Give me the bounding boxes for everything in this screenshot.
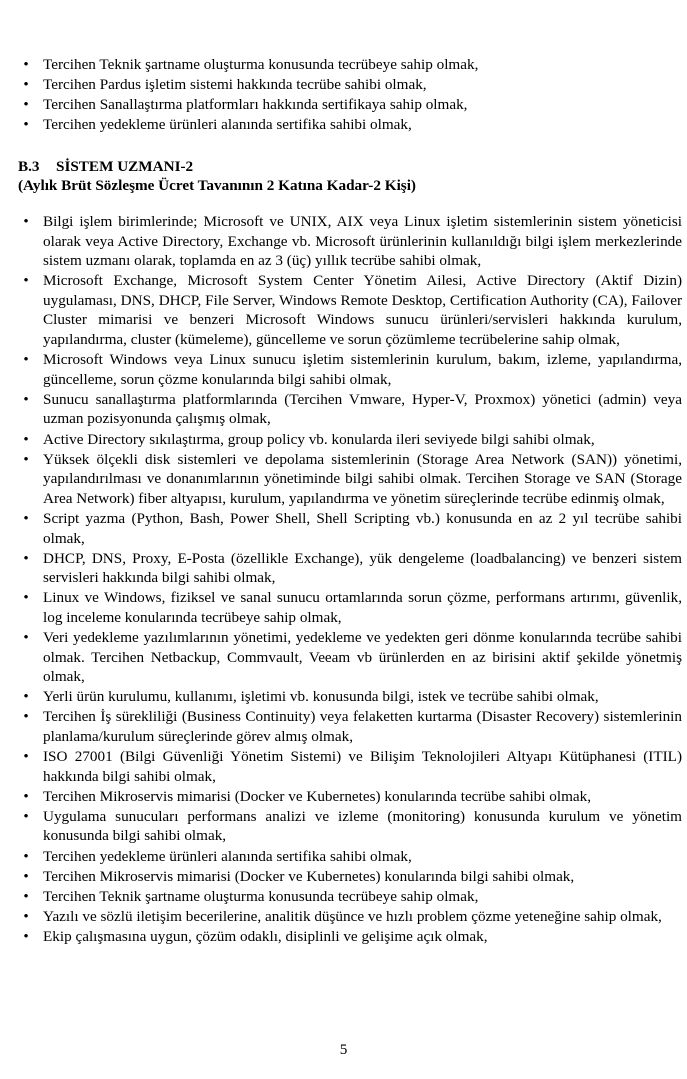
list-item (18, 927, 682, 947)
bullet-icon: • (23, 213, 29, 230)
bullet-icon: • (23, 688, 29, 706)
list-item (18, 747, 682, 786)
list-item (18, 807, 682, 846)
list-item-text: Tercihen İş sürekliliği (Business Continuity) veya felaketten kurtarma (Disaster Recovery) sistemlerinin planlama/kurulum süreçlerinde görev almış olmak, (43, 708, 682, 745)
list-item-text: Tercihen Teknik şartname oluşturma konusunda tecrübeye sahip olmak, (43, 887, 479, 905)
bullet-icon: • (23, 95, 29, 113)
bullet-icon: • (23, 927, 29, 945)
bullet-icon: • (23, 589, 29, 607)
list-item (18, 95, 682, 115)
list-item-text: Bilgi işlem birimlerinde; Microsoft ve UNIX, AIX veya Linux işletim sistemlerinin sistem yöneticisi olarak veya Active Directory, Exchange vb. Microsoft ürünlerinin kullanıldığı bilgi işlem merkezlerinde sistem uzmanı olarak, toplamda en az 3 (üç) yıllık tecrübe sahibi olmak, (43, 213, 682, 270)
list-item (18, 707, 682, 746)
bullet-icon: • (23, 56, 29, 73)
list-item-text: Tercihen Mikroservis mimarisi (Docker ve Kubernetes) konularında bilgi sahibi olmak, (43, 867, 575, 885)
list-item-text: Ekip çalışmasına uygun, çözüm odaklı, disiplinli ve gelişime açık olmak, (43, 927, 488, 945)
list-item-text: Microsoft Windows veya Linux sunucu işletim sistemlerinin kurulum, bakım, izleme, yapılandırma, güncelleme, sorun çözme konularında bilgi sahibi olmak, (43, 351, 682, 388)
list-item-text: Tercihen yedekleme ürünleri alanında sertifika sahibi olmak, (43, 115, 412, 133)
bullet-icon: • (23, 887, 29, 905)
list-item (18, 847, 682, 867)
list-item (18, 687, 682, 707)
list-item (18, 887, 682, 907)
list-item-text: Yazılı ve sözlü iletişim becerilerine, analitik düşünce ve hızlı problem çözme yeteneğine sahip olmak, (43, 907, 662, 925)
list-item (18, 430, 682, 450)
list-item-text: Tercihen Teknik şartname oluşturma konusunda tecrübeye sahip olmak, (43, 56, 479, 73)
section-number: B.3 (18, 158, 40, 175)
bullet-icon: • (23, 847, 29, 865)
list-item-text: Script yazma (Python, Bash, Power Shell, Shell Scripting vb.) konusunda en az 2 yıl tecrübe sahibi olmak, (43, 509, 682, 547)
list-item-text: Yüksek ölçekli disk sistemleri ve depolama sistemlerinin (Storage Area Network (SAN)) yönetimi, yapılandırılması ve donanımlarının yönetiminde bilgi sahibi olmak. Tercihen Storage ve SAN (Storage Area Network) fiber altyapısı, kurulum, yapılandırma ve yönetim süreçlerinde tecrübe edinmiş olmak, (43, 450, 682, 507)
list-item (18, 907, 682, 927)
bullet-icon: • (23, 430, 29, 448)
list-item (18, 509, 682, 548)
section-title: SİSTEM UZMANI-2 (56, 158, 194, 175)
bullet-icon: • (23, 351, 29, 369)
list-item (18, 350, 682, 389)
list-item (18, 115, 682, 135)
bullet-icon: • (23, 450, 29, 468)
list-item (18, 549, 682, 588)
list-item-text: Sunucu sanallaştırma platformlarında (Tercihen Vmware, Hyper-V, Proxmox) yönetici (admin) veya uzman pozisyonunda çalışmış olmak, (43, 390, 682, 428)
bullet-icon: • (23, 628, 29, 646)
list-item (18, 628, 682, 687)
list-item-text: Linux ve Windows, fiziksel ve sanal sunucu ortamlarında sorun çözme, performans artırımı, güvenlik, log inceleme konularında tecrübeye sahip olmak, (43, 589, 682, 626)
bullet-icon: • (23, 115, 29, 133)
list-item-text: Uygulama sunucuları performans analizi ve izleme (monitoring) konusunda kurulum ve yönetim konusunda bilgi sahibi olmak, (43, 807, 682, 845)
bullet-icon: • (23, 867, 29, 885)
bullet-icon: • (23, 787, 29, 805)
bullet-icon: • (23, 907, 29, 925)
list-item-text: Tercihen Mikroservis mimarisi (Docker ve Kubernetes) konularında tecrübe sahibi olmak, (43, 787, 592, 805)
list-item (18, 867, 682, 887)
list-item (18, 588, 682, 627)
requirements-list (18, 212, 682, 947)
list-item-text: Yerli ürün kurulumu, kullanımı, işletimi vb. konusunda bilgi, istek ve tecrübe sahibi olmak, (43, 688, 599, 706)
list-item-text: Tercihen yedekleme ürünleri alanında sertifika sahibi olmak, (43, 847, 412, 865)
list-item-text: Veri yedekleme yazılımlarının yönetimi, yedekleme ve yedekten geri dönme konularında tecrübe sahibi olmak. Tercihen Netbackup, Commvault, Veeam vb ürünlerden en az birisini aktif şekilde yönetmiş olmak, (43, 628, 682, 686)
list-item (18, 271, 682, 349)
list-item-text: Tercihen Pardus işletim sistemi hakkında tecrübe sahibi olmak, (43, 75, 427, 93)
bullet-icon: • (23, 390, 29, 408)
list-item-text: Tercihen Sanallaştırma platformları hakkında sertifikaya sahip olmak, (43, 95, 468, 113)
bullet-icon: • (23, 708, 29, 726)
list-item-text: Active Directory sıkılaştırma, group policy vb. konularda ileri seviyede bilgi sahibi olmak, (43, 430, 595, 448)
list-item-text: DHCP, DNS, Proxy, E-Posta (özellikle Exchange), yük dengeleme (loadbalancing) ve benzeri sistem servisleri hakkında bilgi sahibi olmak, (43, 549, 682, 587)
section-subtitle: (Aylık Brüt Sözleşme Ücret Tavanının 2 Katına Kadar-2 Kişi) (18, 177, 416, 194)
list-item-text: ISO 27001 (Bilgi Güvenliği Yönetim Sistemi) ve Bilişim Teknolojileri Altyapı Kütüphanesi (ITIL) hakkında bilgi sahibi olmak, (43, 748, 682, 785)
page-number: 5 (339, 1041, 348, 1058)
list-item (18, 55, 682, 75)
bullet-icon: • (23, 549, 29, 567)
bullet-icon: • (23, 807, 29, 825)
list-item (18, 787, 682, 807)
list-item-text: Microsoft Exchange, Microsoft System Center Yönetim Ailesi, Active Directory (Aktif Dizin) uygulaması, DNS, DHCP, File Server, Windows Remote Desktop, Certification Authority (CA), Failover Cluster mimarisi ve benzeri Microsoft Windows sunucu ürünleri/servisleri hakkında kurulum, yapılandırma, cluster (kümeleme), güncelleme ve sorun çözümleme tecrübelerine sahip olmak, (43, 272, 682, 349)
list-item (18, 75, 682, 95)
bullet-icon: • (23, 75, 29, 93)
list-item (18, 450, 682, 509)
top-requirements-list (18, 55, 682, 135)
list-item (18, 390, 682, 429)
bullet-icon: • (23, 272, 29, 290)
bullet-icon: • (23, 748, 29, 766)
bullet-icon: • (23, 509, 29, 527)
list-item (18, 212, 682, 271)
